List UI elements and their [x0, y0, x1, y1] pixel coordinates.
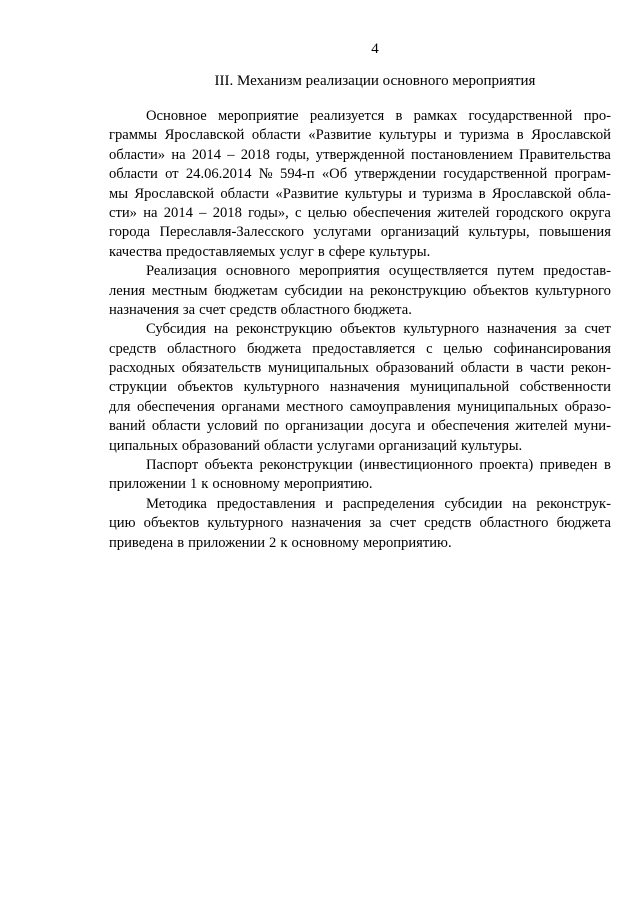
text-line: приведена в приложении 2 к основному мероприятию.: [109, 534, 452, 551]
text-line: Паспорт объекта реконструкции (инвестиционного проекта) приведен в: [146, 457, 611, 474]
paragraph: [109, 456, 611, 495]
text-line: для обеспечения органами местного самоуправления муниципальных образо-: [109, 398, 611, 415]
text-line: города Переславля-Залесского услугами организаций культуры, повышения: [109, 224, 611, 241]
text-line: Реализация основного мероприятия осуществляется путем предостав-: [146, 263, 611, 280]
text-line: расходных обязательств муниципальных образований области в части рекон-: [109, 360, 611, 377]
text-line: приложении 1 к основному мероприятию.: [109, 476, 373, 493]
paragraph: [109, 107, 611, 262]
text-line: назначения за счет средств областного бюджета.: [109, 301, 412, 318]
paragraph: [109, 262, 611, 320]
text-line: области» на 2014 – 2018 годы, утвержденной постановлением Правительства: [109, 146, 611, 163]
text-line: Основное мероприятие реализуется в рамках государственной про-: [146, 108, 611, 124]
text-line: качества предоставляемых услуг в сфере культуры.: [109, 243, 431, 260]
page-number: 4: [371, 41, 379, 57]
text-line: области от 24.06.2014 № 594-п «Об утверждении государственной програм-: [109, 166, 611, 183]
paragraph: [109, 495, 611, 553]
section-title: III. Механизм реализации основного мероприятия: [214, 73, 536, 89]
text-line: средств областного бюджета предоставляется с целью софинансирования: [109, 340, 611, 357]
text-line: ления местным бюджетам субсидии на реконструкцию объектов культурного: [109, 282, 611, 299]
text-line: сти» на 2014 – 2018 годы», с целью обеспечения жителей городского округа: [109, 204, 611, 221]
text-line: граммы Ярославской области «Развитие культуры и туризма в Ярославской: [109, 127, 611, 144]
text-line: Субсидия на реконструкцию объектов культурного назначения за счет: [146, 321, 611, 338]
paragraph: [109, 320, 611, 456]
body-text: [109, 107, 611, 553]
text-line: ваний области условий по организации досуга и обеспечения жителей муни-: [109, 418, 611, 435]
text-line: мы Ярославской области «Развитие культуры и туризма в Ярославской обла-: [109, 185, 611, 202]
text-line: струкции объектов культурного назначения муниципальной собственности: [109, 379, 611, 396]
text-line: цию объектов культурного назначения за счет средств областного бюджета: [109, 515, 611, 532]
text-line: ципальных образований области услугами организаций культуры.: [109, 437, 523, 454]
text-line: Методика предоставления и распределения субсидии на реконструк-: [146, 495, 611, 512]
